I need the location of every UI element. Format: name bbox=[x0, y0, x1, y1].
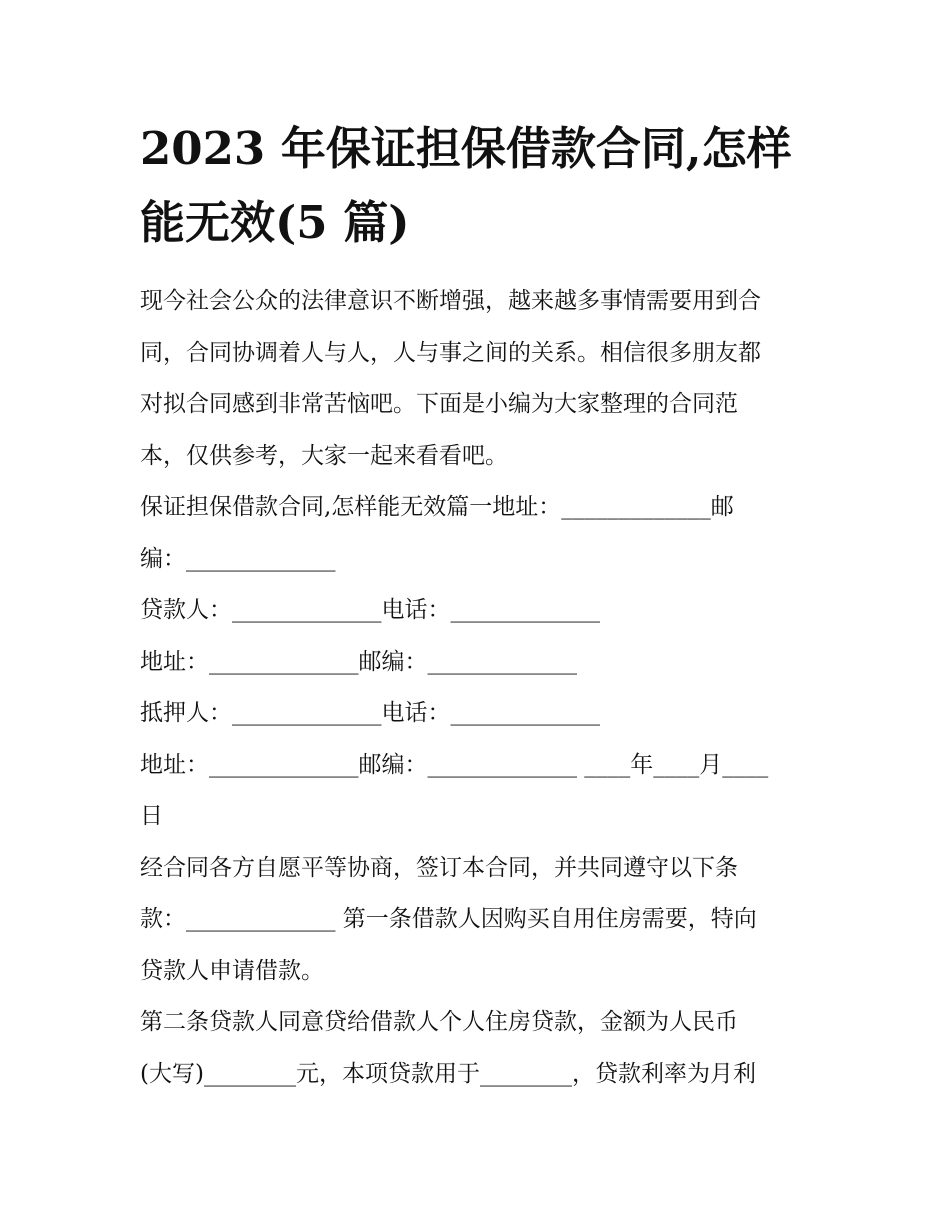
text-line: 日 bbox=[140, 803, 163, 829]
text-line: 抵押人：_____________电话：_____________ bbox=[140, 700, 600, 726]
article-two-paragraph bbox=[140, 997, 820, 1100]
mortgagor-address-paragraph bbox=[140, 740, 820, 843]
text-line: 同，合同协调着人与人，人与事之间的关系。相信很多朋友都 bbox=[140, 339, 761, 366]
title-line-1: 2023 年保证担保借款合同,怎样 bbox=[140, 122, 792, 175]
text-line: 款：_____________ 第一条借款人因购买自用住房需要，特向 bbox=[140, 906, 757, 932]
lender-paragraph bbox=[140, 585, 820, 637]
text-line: 贷款人申请借款。 bbox=[140, 957, 324, 984]
text-line: 本，仅供参考，大家一起来看看吧。 bbox=[140, 442, 508, 469]
text-line: 现今社会公众的法律意识不断增强，越来越多事情需要用到合 bbox=[140, 288, 761, 314]
text-line: 贷款人：_____________电话：_____________ bbox=[140, 597, 600, 623]
contract-header-paragraph bbox=[140, 482, 820, 585]
document-title bbox=[140, 112, 830, 260]
intro-paragraph bbox=[140, 276, 820, 482]
text-line: (大写)________元，本项贷款用于________，贷款利率为月利 bbox=[140, 1060, 756, 1087]
text-line: 对拟合同感到非常苦恼吧。下面是小编为大家整理的合同范 bbox=[140, 391, 738, 417]
text-line: 编：_____________ bbox=[140, 545, 336, 572]
text-line: 地址：_____________邮编：_____________ bbox=[140, 648, 577, 675]
document-body bbox=[140, 276, 820, 1100]
text-line: 第二条贷款人同意贷给借款人个人住房贷款，金额为人民币 bbox=[140, 1009, 738, 1035]
text-line: 保证担保借款合同,怎样能无效篇一地址：_____________邮 bbox=[140, 494, 734, 520]
text-line: 地址：_____________邮编：_____________ ____年____月____ bbox=[140, 751, 769, 778]
text-line: 经合同各方自愿平等协商，签订本合同，并共同遵守以下条 bbox=[140, 854, 738, 881]
agreement-paragraph bbox=[140, 843, 820, 998]
mortgagor-paragraph bbox=[140, 688, 820, 740]
title-line-2: 能无效(5 篇) bbox=[140, 196, 410, 249]
lender-address-paragraph bbox=[140, 637, 820, 689]
